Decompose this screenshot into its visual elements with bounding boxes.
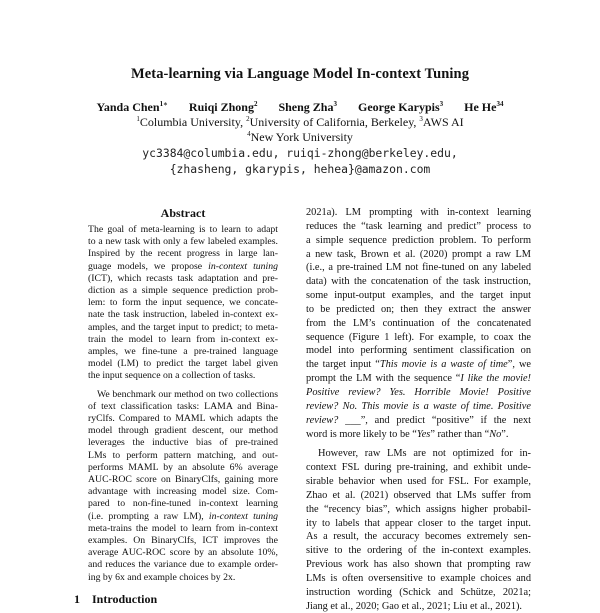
- text-line: a new task, Brown et al. (2020) prompt a raw LM: [306, 248, 531, 260]
- text-line: Zhao et al. (2021) observed that LMs suffer from: [306, 489, 531, 501]
- text-line: However, raw LMs are not optimized for in-: [318, 448, 531, 460]
- abstract-paragraph-2: [88, 389, 278, 584]
- text-line: model into performing sentiment classification on: [306, 345, 531, 357]
- email-line-1: yc3384@columbia.edu, ruiqi-zhong@berkeley.edu,: [142, 146, 458, 160]
- text-line: some input-output examples, and the target input: [306, 290, 531, 302]
- text-line: 2021a). LM prompting with in-context learning: [306, 207, 531, 218]
- text-line: (ICT), which recasts task adaptation and pre-: [88, 272, 278, 284]
- text-line: Positive review? Yes. Horrible Movie! Positive: [306, 386, 531, 398]
- affiliations-line-1: $^1$Columbia University, $^2$University of California, Berkeley, $^3$AWS AI: [136, 115, 464, 129]
- affiliations-line-2: $^4$New York University: [247, 130, 353, 144]
- author: He He$^{34}$: [464, 100, 504, 114]
- text-line: Inspired by the recent progress in large lan-: [88, 248, 278, 260]
- abstract-paragraph-1: [88, 224, 278, 383]
- text-line: guage models, we propose in-context tuning: [88, 260, 279, 272]
- text-line: train the model to learn from in-context ex-: [88, 333, 278, 345]
- text-line: sequence (Figure 1 left). For example, to coax the: [306, 331, 531, 343]
- email-line-2: {zhasheng, gkarypis, hehea}@amazon.com: [169, 162, 431, 176]
- text-line: and reduces the variance due to example order-: [88, 559, 278, 571]
- text-line: amples, we fine-tune a pre-trained language: [88, 346, 278, 358]
- author: George Karypis$^3$: [357, 100, 444, 114]
- text-line: to a new task with only a few labeled examples.: [88, 236, 278, 248]
- text-line: The goal of meta-learning is to learn to adapt: [88, 224, 278, 235]
- section-number: 1: [74, 592, 80, 606]
- text-line: amples, and the target input to predict; to meta-: [88, 321, 278, 333]
- text-line: AUC-ROC score on BinaryClfs, gaining more: [88, 474, 278, 486]
- text-line: instruction wording (Schick and Schütze, 2021a;: [306, 586, 531, 598]
- author: Sheng Zha$^3$: [278, 100, 337, 114]
- text-line: meta-trains the model to learn from in-context: [88, 522, 278, 534]
- paper-title: Meta-learning via Language Model In-context Tuning: [130, 66, 470, 82]
- author: Yanda Chen$^{1∗}$: [96, 100, 168, 114]
- text-line: word is more likely to be “Yes” rather than “No”.: [306, 428, 509, 440]
- text-line: context FSL during pre-training, and exhibit unde-: [306, 462, 531, 474]
- text-line: leverages the inductive bias of pre-trained: [88, 437, 278, 449]
- text-line: pared to non-fine-tuned in-context learning: [88, 498, 278, 510]
- text-line: diction as a simple sequence prediction prob-: [88, 285, 278, 297]
- text-line: advantage with increasing model size. Com-: [88, 486, 278, 498]
- section-title: Introduction: [92, 592, 158, 606]
- text-line: prompt the LM with the sequence “I like the movie!: [306, 373, 531, 385]
- abstract-heading: Abstract: [160, 206, 206, 220]
- text-line: from the LM’s continuation of the concatenated: [306, 317, 531, 329]
- text-line: model (LM) to predict the target label given: [88, 358, 278, 370]
- text-line: of text classification tasks: LAMA and Bina-: [88, 400, 278, 412]
- text-line: average AUC-ROC score by an absolute 10%,: [88, 547, 278, 559]
- text-line: LMs is often oversensitive to example choices and: [306, 572, 531, 584]
- text-line: examples. On BinaryClfs, ICT improves the: [88, 535, 278, 547]
- text-line: the input sequence on a collection of tasks.: [88, 370, 256, 382]
- body-text-column: [306, 206, 531, 613]
- text-line: LMs to perform pattern matching, and out-: [88, 449, 278, 461]
- text-line: sirable behavior when used for FSL. For example,: [306, 476, 531, 488]
- text-line: review? No. This movie is a waste of time. Positive: [306, 400, 531, 412]
- text-line: performs MAML by an absolute 6% average: [88, 461, 278, 473]
- text-line: lem: to form the input sequence, we concate-: [88, 297, 278, 309]
- author-list: [0, 99, 600, 115]
- text-line: (i.e. prompting a raw LM), in-context tuning: [88, 510, 278, 522]
- text-line: the target input “This movie is a waste of time”, we: [306, 359, 532, 371]
- text-line: As a result, the accuracy becomes extremely sen-: [306, 531, 531, 543]
- text-line: (i.e., a pre-trained LM not fine-tuned on any labeled: [306, 262, 531, 274]
- text-line: data) with the concatenation of the task instruction,: [306, 276, 531, 288]
- text-line: We benchmark our method on two collections: [97, 388, 278, 400]
- text-line: to be predicted on; then they extract the answer: [306, 303, 531, 315]
- abstract-text: [88, 224, 278, 584]
- text-line: Previous work has also shown that prompting raw: [306, 559, 531, 571]
- text-line: the “recency bias”, which assigns higher probabil-: [306, 503, 531, 515]
- text-line: ity to labels that appear closer to the target input.: [306, 517, 531, 529]
- text-line: model through gradient descent, our method: [88, 425, 278, 437]
- text-line: Jiang et al., 2020; Gao et al., 2021; Liu et al., 2021).: [306, 600, 523, 612]
- text-line: ing by 6x and example choices by 2x.: [88, 571, 236, 583]
- text-line: nate the task instruction, labeled in-context ex-: [88, 309, 278, 321]
- text-line: ryClfs. Compared to MAML which adapts the: [88, 413, 278, 425]
- body-paragraph-1: [306, 206, 531, 441]
- text-line: reduces the “task learning and predict” process to: [306, 220, 531, 232]
- text-line: sitive to the ordering of the in-context examples.: [306, 545, 531, 557]
- body-paragraph-2: [306, 447, 531, 613]
- author: Ruiqi Zhong$^2$: [188, 100, 258, 114]
- text-line: a simple sequence prediction problem. To perform: [306, 234, 531, 246]
- text-line: review? ___”, and predict “positive” if the next: [306, 414, 532, 426]
